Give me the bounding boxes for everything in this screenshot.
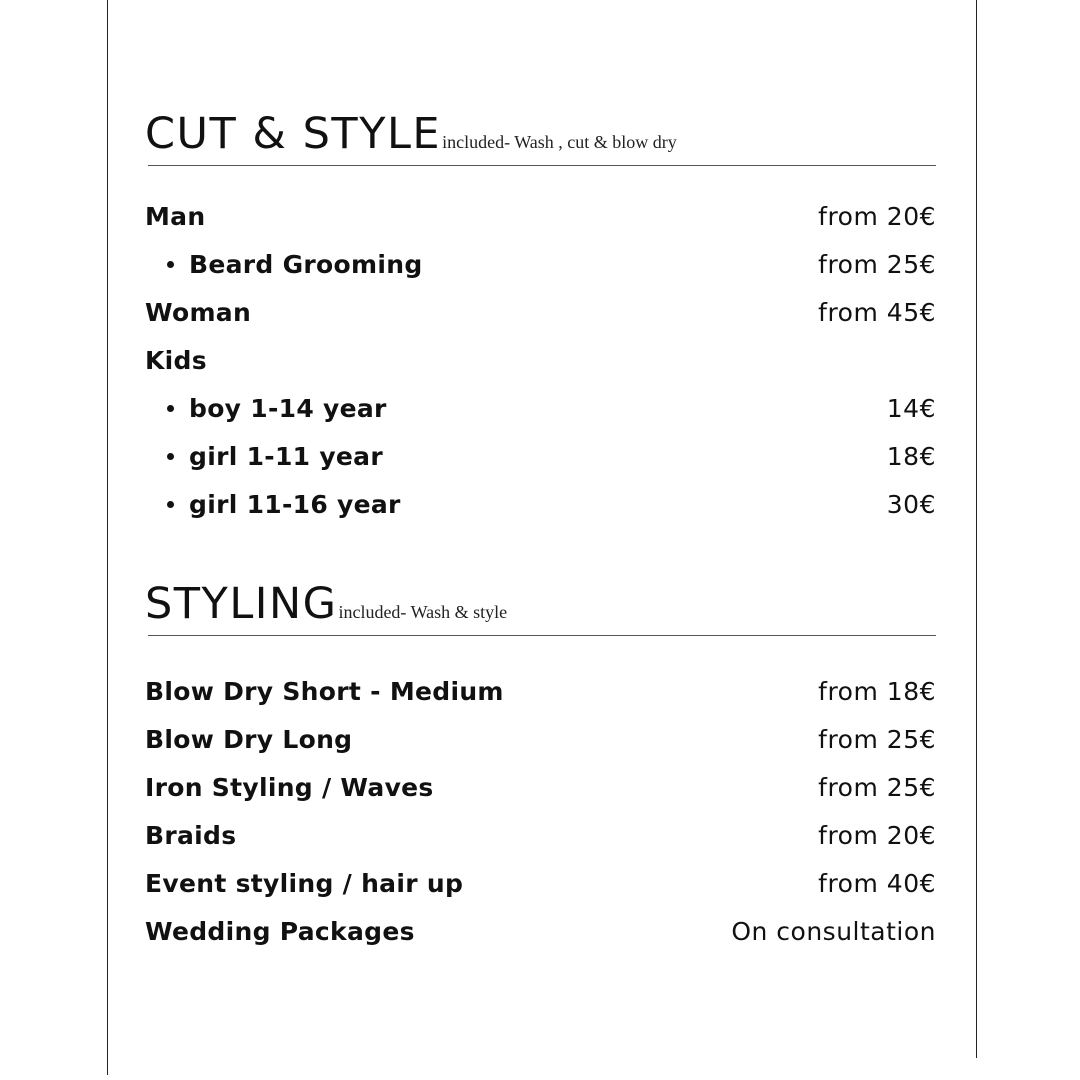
section-divider — [148, 635, 936, 636]
price-row-event-styling — [145, 859, 936, 907]
price-row-woman — [145, 288, 936, 336]
price-row-braids — [145, 811, 936, 859]
service-name: Blow Dry Short - Medium — [145, 676, 504, 706]
service-name: girl 11-16 year — [189, 489, 401, 519]
cut-and-style-section — [145, 106, 936, 528]
section-title — [145, 109, 677, 159]
service-price: from 40€ — [818, 868, 936, 898]
section-header — [145, 576, 936, 636]
service-price: 18€ — [886, 441, 936, 471]
service-price: from 20€ — [818, 201, 936, 231]
section-title-main: CUT & STYLE — [145, 109, 442, 159]
section-subtitle: included- Wash , cut & blow dry — [442, 132, 677, 152]
price-row-girl-1-11 — [145, 432, 936, 480]
section-header — [145, 106, 936, 166]
price-list — [145, 667, 936, 955]
service-name: Woman — [145, 297, 252, 327]
price-row-girl-11-16 — [145, 480, 936, 528]
service-name: Wedding Packages — [145, 916, 415, 946]
service-price: from 18€ — [818, 676, 936, 706]
section-title — [145, 579, 508, 629]
price-list — [145, 192, 936, 528]
service-price: from 25€ — [818, 249, 936, 279]
price-row-man — [145, 192, 936, 240]
price-row-beard-grooming — [145, 240, 936, 288]
service-name: Blow Dry Long — [145, 724, 353, 754]
bullet-icon — [167, 501, 174, 508]
service-name: boy 1-14 year — [189, 393, 387, 423]
price-row-iron-styling-waves — [145, 763, 936, 811]
service-name: Iron Styling / Waves — [145, 772, 434, 802]
price-row-kids — [145, 336, 936, 384]
service-name: Kids — [145, 345, 207, 375]
service-price: from 20€ — [818, 820, 936, 850]
bullet-icon — [167, 405, 174, 412]
service-name: Beard Grooming — [189, 249, 423, 279]
service-name: girl 1-11 year — [189, 441, 383, 471]
service-price: from 45€ — [818, 297, 936, 327]
section-title-main: STYLING — [145, 579, 338, 629]
bullet-icon — [167, 453, 174, 460]
price-row-wedding-packages — [145, 907, 936, 955]
service-price: from 25€ — [818, 724, 936, 754]
service-name: Man — [145, 201, 206, 231]
service-price: 30€ — [886, 489, 936, 519]
bullet-icon — [167, 261, 174, 268]
service-name: Event styling / hair up — [145, 868, 464, 898]
right-border-line — [976, 0, 977, 1058]
section-subtitle: included- Wash & style — [338, 602, 508, 622]
price-row-boy-1-14 — [145, 384, 936, 432]
service-price: On consultation — [731, 916, 936, 946]
price-row-blow-dry-long — [145, 715, 936, 763]
section-divider — [148, 165, 936, 166]
service-price: from 25€ — [818, 772, 936, 802]
left-border-line — [107, 0, 108, 1075]
service-price: 14€ — [886, 393, 936, 423]
service-name: Braids — [145, 820, 237, 850]
price-row-blow-dry-short-medium — [145, 667, 936, 715]
styling-section — [145, 576, 936, 955]
